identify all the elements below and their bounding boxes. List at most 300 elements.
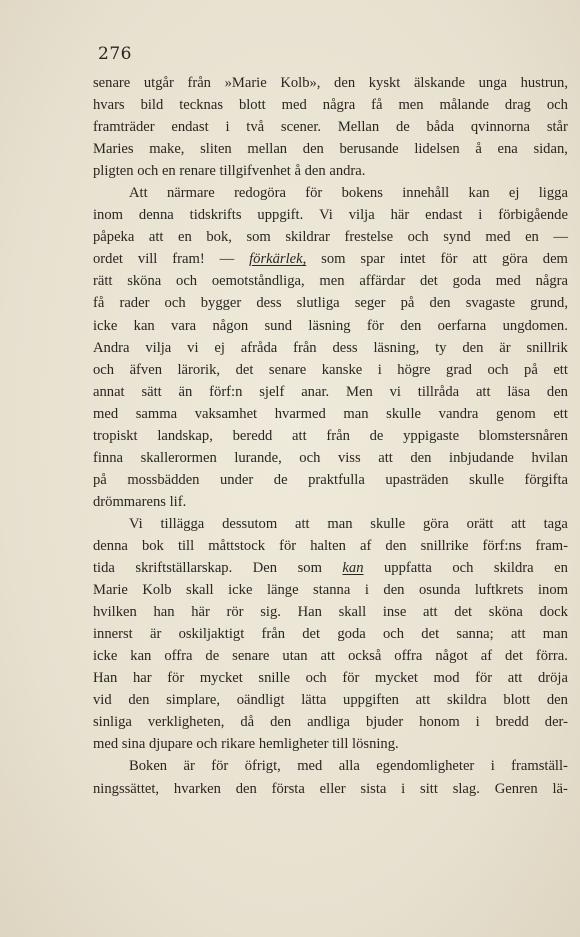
word: den [383, 582, 405, 599]
word: att [294, 515, 310, 532]
word: den [410, 449, 432, 466]
word: två [246, 119, 265, 136]
word: i [401, 780, 406, 797]
word: de [395, 119, 410, 136]
word: få [371, 97, 383, 114]
word: den [304, 163, 326, 180]
text-line [93, 425, 568, 447]
word: älskande [413, 75, 465, 91]
word: snillrike [420, 537, 469, 554]
word: vilja [145, 339, 172, 356]
word: få [93, 295, 105, 312]
word: för [440, 251, 458, 268]
word: tidskrifts [189, 207, 242, 224]
word: från [261, 626, 285, 643]
word: att [423, 604, 438, 621]
word: ligga [538, 185, 568, 202]
word: förbigående [498, 207, 568, 224]
word: Den [252, 560, 278, 577]
word: Genren [494, 780, 538, 797]
word: goda [452, 273, 481, 290]
word: här [390, 207, 410, 224]
word: hustrun, [520, 75, 568, 91]
word: framställ- [511, 758, 568, 775]
word: med [485, 229, 511, 246]
word: i [364, 582, 369, 599]
word: står [546, 119, 568, 136]
word: kanske [321, 361, 363, 378]
word: sköna [127, 273, 162, 290]
word: att [510, 626, 526, 643]
word: är [149, 626, 162, 643]
word: icke [93, 648, 118, 665]
word: bok, [206, 229, 232, 246]
word: osunda [418, 582, 461, 599]
word: ett [553, 361, 568, 378]
word: man [542, 626, 568, 643]
word: på [400, 295, 415, 312]
word: drömmarens [93, 493, 166, 510]
word: eller [319, 780, 346, 797]
word: mossbädden [127, 471, 200, 488]
word: der- [544, 714, 568, 731]
word: i [475, 714, 480, 731]
word: och [546, 97, 568, 114]
word: svagaste [465, 295, 516, 312]
word: inbjudande [449, 449, 514, 466]
word: genom [495, 405, 536, 422]
word: att [511, 515, 526, 532]
word: Men [345, 383, 373, 400]
word: tida [93, 560, 115, 577]
word: och [164, 295, 186, 312]
word: orätt [466, 515, 494, 532]
word: också [348, 648, 382, 665]
word: och [487, 361, 509, 378]
text-line [93, 160, 568, 182]
word: Boken [129, 758, 168, 775]
body-text [93, 72, 568, 800]
word: lidelsen [414, 141, 460, 158]
word: och [382, 626, 405, 643]
word: finna [93, 449, 123, 466]
word: vilja [348, 207, 375, 224]
word: för [475, 670, 493, 687]
word: å [475, 141, 482, 158]
word: man [343, 405, 369, 422]
word: den [429, 295, 451, 312]
word: Andra [93, 339, 130, 356]
word: förgifta [524, 471, 568, 488]
word: denna [138, 207, 174, 224]
word: intet [399, 251, 426, 268]
word: de [369, 427, 384, 444]
word: för [342, 670, 360, 687]
word: skulle [469, 471, 504, 488]
word: endast [425, 207, 463, 224]
word: till [332, 736, 349, 753]
word: skallerormen [140, 449, 217, 466]
word: snille [258, 670, 291, 687]
word: förf:n [209, 383, 243, 400]
text-line [93, 778, 568, 800]
word: och [452, 560, 474, 577]
word: hvars [93, 97, 125, 114]
word: Mellan [337, 119, 380, 136]
word: bjuder [365, 714, 404, 731]
word: förra. [535, 648, 568, 665]
word: innerst [93, 626, 133, 643]
word: några [535, 273, 568, 290]
text-line [93, 491, 568, 513]
word: och [407, 229, 429, 246]
word: är [499, 339, 511, 356]
word: rätt [93, 273, 113, 290]
page-number: 276 [98, 44, 132, 64]
word: fram! [172, 251, 205, 268]
word: tillråda [417, 383, 460, 400]
word: i [225, 119, 230, 136]
word: inom [93, 207, 123, 224]
word: viss [337, 449, 361, 466]
word: att [475, 383, 491, 400]
word: läsa [507, 383, 531, 400]
text-line [93, 381, 568, 403]
word: egendomligheter [376, 758, 475, 775]
word: och [137, 163, 159, 180]
word: redogöra [234, 185, 286, 202]
word: honom [419, 714, 460, 731]
word: upasträden [385, 471, 449, 488]
word: att [507, 670, 523, 687]
word: skall [338, 604, 367, 621]
word: sätt [141, 383, 162, 400]
word: samma [135, 405, 178, 422]
word: skildra [446, 692, 487, 709]
word: scener. [280, 119, 322, 136]
word: läsning, [373, 339, 420, 356]
word: affärdar [359, 273, 406, 290]
word: båda [426, 119, 455, 136]
word: ett [553, 405, 568, 422]
word: en [161, 163, 176, 180]
word: på [93, 471, 107, 488]
word: grad [446, 361, 472, 378]
word: hvilan [531, 449, 568, 466]
word: att [472, 251, 488, 268]
word: sista [360, 780, 387, 797]
word: högre [397, 361, 431, 378]
word: utgår [143, 75, 174, 91]
text-line [93, 116, 568, 138]
word: han [153, 604, 175, 621]
word: Maries [93, 141, 134, 158]
word: för [305, 185, 323, 202]
word: det [505, 648, 523, 665]
word: tillägga [160, 515, 205, 532]
word: det [419, 273, 438, 290]
word: blomstersnåren [478, 427, 568, 444]
word: sund [264, 317, 293, 334]
word: göra [501, 251, 528, 268]
word: från [187, 75, 211, 91]
word: kan [468, 185, 490, 202]
emphasized-word: kan [342, 560, 364, 577]
word: Han [93, 670, 118, 687]
word: dess [256, 295, 282, 312]
text-line [93, 623, 568, 645]
word: innehåll [402, 185, 450, 202]
word: bild [140, 97, 164, 114]
text-line [93, 601, 568, 623]
text-line [93, 204, 568, 226]
word: en [525, 229, 539, 246]
word: hemligheter [258, 736, 329, 753]
word: lätta [301, 692, 327, 709]
word: som [297, 560, 322, 577]
word: det [302, 626, 321, 643]
word: utan [282, 648, 308, 665]
word: hvarken [173, 780, 221, 797]
word: det [454, 604, 473, 621]
word: och [93, 361, 115, 378]
word: sidan, [533, 141, 568, 158]
word: vara [171, 317, 197, 334]
word: äfven [129, 361, 162, 378]
word: tropiskt [93, 427, 138, 444]
word: bredd [495, 714, 529, 731]
word: och [176, 273, 198, 290]
word: för [366, 317, 384, 334]
word: för [211, 758, 229, 775]
word: Kolb», [280, 75, 321, 91]
word: å [294, 163, 301, 180]
word: lösning. [352, 736, 399, 753]
word: luftkrets [474, 582, 524, 599]
text-line [93, 447, 568, 469]
word: uppgift. [257, 207, 304, 224]
word: lärorik, [177, 361, 221, 378]
word: — [219, 251, 235, 268]
word: bygger [200, 295, 242, 312]
word: ty [435, 339, 447, 356]
word: den [235, 780, 257, 797]
word: att [148, 229, 164, 246]
text-line [93, 72, 568, 94]
word: oskiljaktigt [178, 626, 245, 643]
word: sig. [260, 604, 281, 621]
word: qvinnorna [470, 119, 531, 136]
word: de [273, 471, 288, 488]
word: verkligheten, [147, 714, 225, 731]
word: med [297, 758, 323, 775]
word: länge [266, 582, 299, 599]
word: mod [433, 670, 460, 687]
word: skulle [370, 515, 406, 532]
word: Vi [129, 515, 143, 532]
word: endast [171, 119, 209, 136]
word: mellan [247, 141, 288, 158]
word: offra [394, 648, 423, 665]
word: pligten [93, 163, 134, 180]
word: Vi [319, 207, 333, 224]
word: den [270, 714, 292, 731]
word: en [178, 229, 192, 246]
word: de [205, 648, 220, 665]
word: någon [212, 317, 249, 334]
word: och [305, 670, 327, 687]
word: rikare [221, 736, 256, 753]
word: att [292, 427, 307, 444]
word: är [183, 758, 195, 775]
word: ena [497, 141, 518, 158]
word: Han [297, 604, 322, 621]
word: offra [164, 648, 193, 665]
word: seger [354, 295, 386, 312]
word: första [271, 780, 305, 797]
text-line [93, 138, 568, 160]
word: sina [121, 736, 146, 753]
word: i [377, 361, 382, 378]
word: vill [137, 251, 158, 268]
word: bok [141, 537, 164, 554]
word: inse [382, 604, 407, 621]
word: men [398, 97, 424, 114]
word: blott [503, 692, 531, 709]
word: och [196, 736, 218, 753]
word: tillgifvenhet [219, 163, 291, 180]
word: Kolb [142, 582, 172, 599]
word: och [299, 449, 321, 466]
emphasized-word: förkärlek, [249, 251, 307, 268]
text-line [93, 645, 568, 667]
word: än [178, 383, 193, 400]
word: tecknas [179, 97, 223, 114]
word: dem [542, 251, 568, 268]
word: lä- [552, 780, 568, 797]
word: skall [186, 582, 214, 599]
word: drag [504, 97, 531, 114]
word: sliten [200, 141, 232, 158]
word: oändligt [236, 692, 285, 709]
word: som [246, 229, 271, 246]
word: målande [439, 97, 489, 114]
word: »Marie [224, 75, 267, 91]
word: påpeka [93, 229, 135, 246]
word: ej [214, 339, 225, 356]
word: uppfatta [384, 560, 432, 577]
text-line [93, 182, 568, 204]
word: den [128, 692, 150, 709]
word: vandra [438, 405, 479, 422]
word: praktfulla [308, 471, 365, 488]
word: att [415, 692, 431, 709]
word: spar [360, 251, 385, 268]
word: lif. [169, 493, 187, 510]
word: renare [179, 163, 216, 180]
word: man [327, 515, 353, 532]
word: stanna [313, 582, 351, 599]
word: skildrar [285, 229, 330, 246]
text-line [93, 270, 568, 292]
word: kan [130, 648, 152, 665]
text-line [93, 94, 568, 116]
word: den [546, 383, 568, 400]
word: öfrigt, [244, 758, 281, 775]
word: den [462, 339, 484, 356]
word: anar. [301, 383, 330, 400]
word: vid [93, 692, 112, 709]
word: lurande, [234, 449, 282, 466]
word: icke [93, 317, 118, 334]
word: skildra [493, 560, 534, 577]
word: den [546, 692, 568, 709]
word: något [435, 648, 468, 665]
word: bokens [341, 185, 383, 202]
word: från [326, 427, 350, 444]
word: oerfarna [437, 317, 487, 334]
word: andliga [307, 714, 351, 731]
word: det [235, 361, 254, 378]
word: sanna; [456, 626, 494, 643]
word: framträder [93, 119, 155, 136]
word: senare [232, 648, 270, 665]
word: vi [187, 339, 199, 356]
word: skriftställarskap. [135, 560, 233, 577]
text-line [93, 248, 568, 270]
text-line [93, 359, 568, 381]
word: i [478, 207, 483, 224]
word: med [93, 736, 119, 753]
word: taga [543, 515, 568, 532]
word: till [177, 537, 195, 554]
text-line [93, 689, 568, 711]
word: att [378, 449, 393, 466]
word: som [321, 251, 346, 268]
word: sjelf [259, 383, 285, 400]
text-line [93, 292, 568, 314]
text-line [93, 711, 568, 733]
text-line [93, 315, 568, 337]
word: i [490, 758, 495, 775]
word: den [400, 317, 422, 334]
word: af [359, 537, 372, 554]
text-line [93, 226, 568, 248]
word: det [421, 626, 440, 643]
word: Marie [93, 582, 128, 599]
word: landskap, [157, 427, 213, 444]
word: Att [129, 185, 148, 202]
word: rör [226, 604, 244, 621]
word: då [240, 714, 255, 731]
word: ej [508, 185, 520, 202]
word: har [132, 670, 152, 687]
word: yppigaste [403, 427, 460, 444]
word: ungdomen. [502, 317, 568, 334]
word: djupare [148, 736, 193, 753]
word: inom [537, 582, 568, 599]
text-line [93, 403, 568, 425]
text-line [93, 579, 568, 601]
word: — [553, 229, 568, 246]
word: beredd [232, 427, 273, 444]
word: af [480, 648, 493, 665]
word: frestelse [344, 229, 394, 246]
word: goda [337, 626, 366, 643]
word: förf:ns [482, 537, 522, 554]
word: här [191, 604, 210, 621]
word: sitt [420, 780, 438, 797]
